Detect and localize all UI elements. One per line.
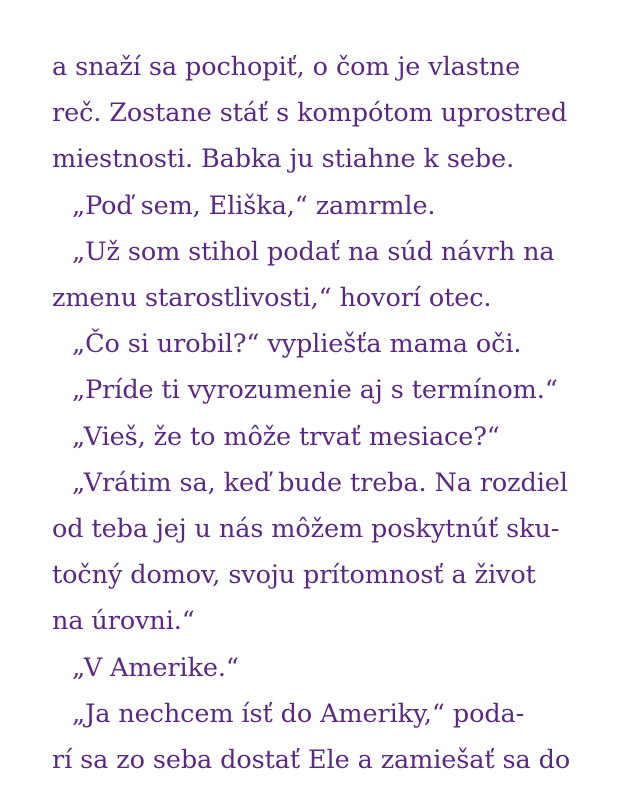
text-line-9: „Vieš, že to môže trvať mesiace?“ (72, 421, 500, 452)
book-page-text (52, 44, 612, 783)
text-line-5: „Už som stihol podať na súd návrh na (72, 236, 555, 267)
text-line-14: „V Amerike.“ (72, 652, 239, 683)
text-line-11: od teba jej u nás môžem poskytnúť sku- (52, 514, 560, 545)
text-line-4: „Poď sem, Eliška,“ zamrmle. (72, 190, 436, 221)
text-line-15: „Ja nechcem ísť do Ameriky,“ poda- (72, 698, 525, 729)
text-line-12: točný domov, svoju prítomnosť a život (52, 560, 536, 591)
text-line-2: reč. Zostane stáť s kompótom uprostred (52, 98, 568, 129)
text-line-16: rí sa zo seba dostať Ele a zamiešať sa do (52, 745, 571, 776)
text-line-8: „Príde ti vyrozumenie aj s termínom.“ (72, 375, 558, 406)
text-line-1: a snaží sa pochopiť, o čom je vlastne (52, 52, 521, 82)
text-line-13: na úrovni.“ (52, 606, 195, 637)
text-line-6: zmenu starostlivosti,“ hovorí otec. (52, 283, 492, 314)
text-line-10: „Vrátim sa, keď bude treba. Na rozdiel (72, 467, 568, 498)
text-line-3: miestnosti. Babka ju stiahne k sebe. (52, 144, 515, 175)
text-line-7: „Čo si urobil?“ vypliešťa mama oči. (72, 329, 522, 360)
